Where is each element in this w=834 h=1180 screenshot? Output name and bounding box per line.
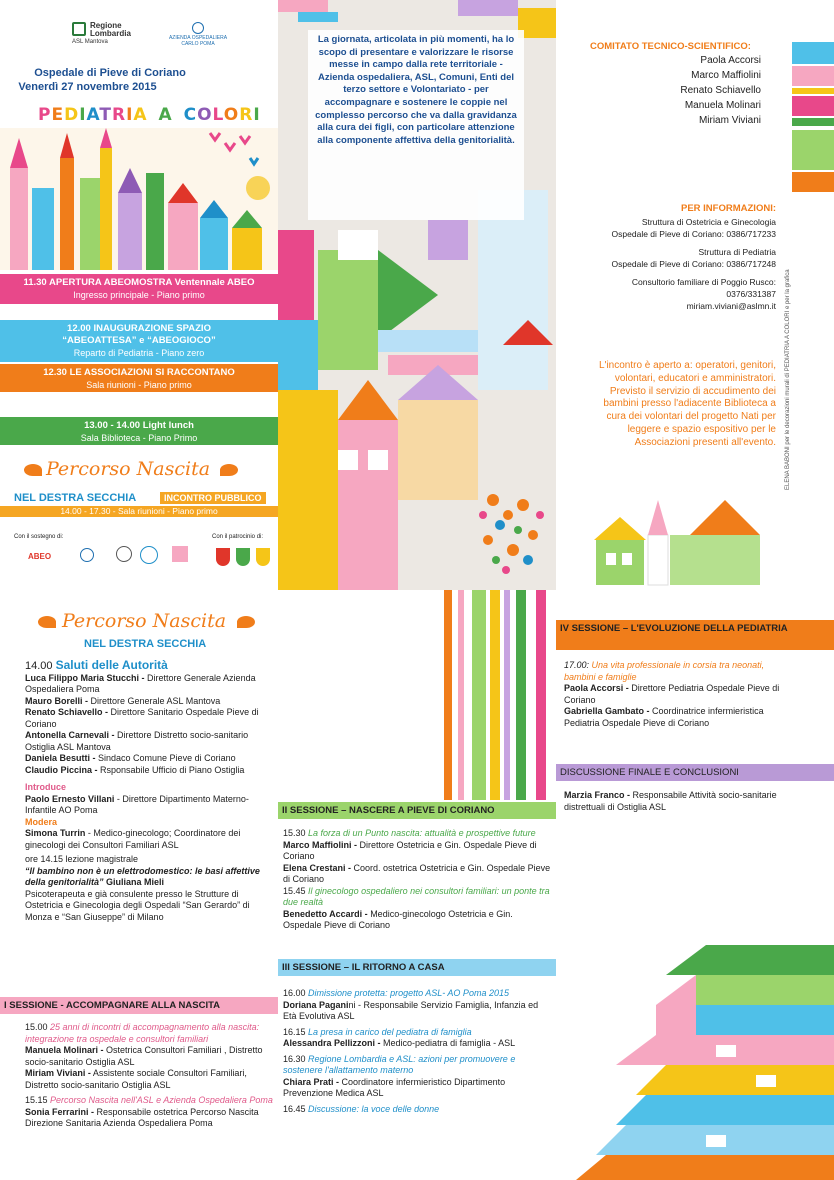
committee-heading: COMITATO TECNICO-SCIENTIFICO:	[590, 41, 751, 52]
stripe	[792, 172, 834, 192]
event-date: Venerdì 27 novembre 2015	[18, 81, 157, 93]
azienda-ospedaliera-logo	[162, 22, 242, 48]
title-letter: A	[86, 105, 100, 125]
stripe	[536, 590, 546, 800]
speaker: Gabriella Gambato - Coordinatrice infermieristica Pediatria Ospedale Pieve di Coriano	[564, 706, 764, 728]
info-line: Consultorio familiare di Poggio Rusco:	[631, 277, 776, 287]
program-sub: NEL DESTRA SECCHIA	[84, 638, 207, 650]
title-letter: P	[38, 105, 52, 125]
talk-title: 17.00: Una vita professionale in corsia tra neonati, bambini e famiglie	[564, 660, 765, 682]
schedule-2-sub: Reparto di Pediatria - Piano zero	[73, 348, 205, 358]
schedule-4-title: 13.00 - 14.00 Light lunch	[84, 420, 194, 431]
logo1-line2: Lombardia	[90, 29, 131, 38]
sponsor-logo-4	[140, 546, 158, 564]
info-line: 0376/331387	[726, 289, 776, 299]
houses-illustration	[590, 495, 770, 590]
title-letter: A	[133, 105, 148, 125]
sponsor-logo-3	[116, 546, 132, 562]
comune-crest-2-icon	[236, 548, 250, 566]
stripe	[792, 66, 834, 86]
percorso-block	[0, 456, 278, 518]
comune-crest-1-icon	[216, 548, 230, 566]
schedule-3-sub: Sala riunioni - Piano primo	[86, 380, 192, 390]
schedule-2-title: 12.00 INAUGURAZIONE SPAZIO “ABEOATTESA” e “ABEOGIOCO”	[62, 323, 216, 346]
intro-box: La giornata, articolata in più momenti, ha lo scopo di presentare e valorizzare le risorse messe in campo dalla rete territoriale - Azienda ospedaliera, ASL, Comuni, Enti del terzo settore e Volontariato - per accompagnare e sostenere le coppie nel complesso percorso che va dalla gravidanza alla cura dei figli, con particolare attenzione alla componente affettiva della genitorialità.	[308, 30, 524, 220]
saluti-item: Mauro Borelli - Direttore Generale ASL Mantova	[25, 695, 221, 706]
talk-title: 16.30 Regione Lombardia e ASL: azioni per promuovere e sostenere l'allattamento materno	[283, 1053, 516, 1075]
session-4-header: IV SESSIONE – L'EVOLUZIONE DELLA PEDIATRIA	[556, 620, 834, 650]
committee-member: Renato Schiavello	[680, 85, 761, 96]
program-left	[0, 590, 278, 1180]
logo2-line1: AZIENDA OSPEDALIERA	[168, 35, 228, 41]
main-title	[38, 105, 268, 125]
title-letter: R	[112, 105, 127, 125]
introduce-item: Paolo Ernesto Villani - Direttore Dipartimento Materno-Infantile AO Poma	[25, 793, 249, 815]
stripe	[490, 590, 500, 800]
sponsor-logo-5	[172, 546, 188, 562]
regione-lombardia-logo	[72, 22, 152, 46]
event-place: Ospedale di Pieve di Coriano	[34, 67, 186, 79]
saluti-title: Saluti delle Autorità	[55, 658, 168, 672]
committee-member: Miriam Viviani	[698, 115, 761, 126]
schedule-band-3	[0, 364, 278, 392]
session-3-block	[283, 988, 551, 1115]
info-line: Ospedale di Pieve di Coriano: 0386/717248	[611, 259, 776, 269]
title-letter: L	[212, 105, 224, 125]
talk-title: 15.45 Il ginecologo ospedaliero nei consultori familiari: un ponte tra due realtà	[283, 885, 550, 907]
session-4-block	[564, 660, 786, 729]
schedule-band-2	[0, 320, 278, 362]
lectio-role: Psicoterapeuta e già consulente presso le Strutture di Ostetricia e Ginecologia degli Ospedali “San Gerardo” di Monza e “San Giuseppe” di Milano	[25, 888, 250, 922]
stripe	[792, 96, 834, 116]
stripe	[444, 590, 452, 800]
info-line: Struttura di Ostetricia e Ginecologia	[641, 217, 776, 227]
session-2-header: II SESSIONE – NASCERE A PIEVE DI CORIANO	[278, 802, 556, 819]
program-script-title: Percorso Nascita	[62, 610, 227, 632]
castle-illustration	[0, 128, 278, 270]
speaker: Elena Crestani - Coord. ostetrica Ostetricia e Gin. Ospedale Pieve di Coriano	[283, 862, 551, 884]
saluti-item: Daniela Besutti - Sindaco Comune Pieve di Coriano	[25, 753, 236, 763]
sponsors-right-label: Con il patrocinio di:	[212, 534, 264, 540]
speaker: Doriana Paganini - Responsabile Servizio Famiglia, Infanzia ed Età Evolutiva ASL	[283, 999, 539, 1021]
session-2-block	[283, 828, 551, 932]
stripe	[556, 590, 834, 620]
sponsor-logo-2	[80, 548, 94, 562]
title-letter: I	[253, 105, 261, 125]
speaker: Alessandra Pellizzoni - Medico-pediatra di famiglia - ASL	[283, 1038, 516, 1048]
committee-member: Manuela Molinari	[684, 100, 761, 111]
pencils-illustration	[556, 935, 834, 1180]
title-letter: T	[99, 105, 112, 125]
title-letter: C	[183, 105, 198, 125]
schedule-3-title: 12.30 LE ASSOCIAZIONI SI RACCONTANO	[43, 367, 235, 378]
speaker: Benedetto Accardi - Medico-ginecologo Ostetricia e Gin. Ospedale Pieve di Coriano	[283, 908, 513, 930]
title-letter	[148, 105, 155, 125]
schedule-1-title: 11.30 APERTURA ABEOMOSTRA Ventennale ABEO	[23, 277, 255, 288]
lectio-item: “Il bambino non è un elettrodomestico: le basi affettive della genitorialità” Giuliana Mieli	[25, 865, 260, 887]
stripe	[504, 590, 510, 800]
title-letter: I	[79, 105, 87, 125]
schedule-1-sub: Ingresso principale - Piano primo	[73, 290, 205, 300]
schedule-4-sub: Sala Biblioteca - Piano Primo	[80, 433, 198, 443]
saluti-item: Antonella Carnevali - Direttore Distretto socio-sanitario Ostiglia ASL Mantova	[25, 730, 249, 752]
title-letter: R	[239, 105, 254, 125]
info-line: Struttura di Pediatria	[698, 247, 776, 257]
committee-member: Marco Maffiolini	[691, 70, 761, 81]
saluti-item: Renato Schiavello - Direttore Sanitario Ospedale Pieve di Coriano	[25, 707, 259, 729]
logo2-line2: CARLO POMA	[181, 41, 215, 47]
committee-member: Paola Accorsi	[700, 55, 761, 66]
logo1-sub: ASL Mantova	[72, 39, 108, 45]
session-1-block	[25, 1022, 275, 1130]
committee-list	[556, 53, 761, 128]
program-mid	[278, 590, 556, 1180]
speaker: Miriam Viviani - Assistente sociale Consultori Familiari, Distretto socio-sanitario Ostiglia ASL	[25, 1068, 247, 1090]
percorso-badge: INCONTRO PUBBLICO	[160, 492, 266, 504]
sponsors-left-label: Con il sostegno di:	[14, 534, 64, 540]
stripe	[792, 42, 834, 64]
talk-title: 15.15 Percorso Nascita nell'ASL e Azienda Ospedaliera Poma	[25, 1095, 273, 1105]
saluti-item: Luca Filippo Maria Stucchi - Direttore Generale Azienda Ospedaliera Poma	[25, 672, 256, 694]
butterfly-left-icon-2	[38, 616, 56, 628]
open-text: L'incontro è aperto a: operatori, genitori, volontari, educatori e amministratori. Previsto il servizio di accudimento dei bambini presso l'adiacente Biblioteca a cura dei volontari del progetto Nati per leggere e spazio espositivo per le Associazioni presenti all'evento.	[598, 360, 776, 448]
speaker: Sonia Ferrarini - Responsabile ostetrica Percorso Nascita Direzione Sanitaria Azienda Ospedaliera Poma	[25, 1106, 259, 1128]
modera-label: Modera	[25, 816, 58, 827]
abeo-logo: ABEO	[28, 552, 52, 561]
stripe	[516, 590, 526, 800]
butterfly-right-icon	[220, 464, 238, 476]
stripe	[792, 88, 834, 94]
saluti-item: Claudio Piccina - Rsponsabile Ufficio di Piano Ostiglia	[25, 764, 245, 775]
schedule-band-1	[0, 274, 278, 304]
title-letter: O	[223, 105, 240, 125]
session-1-header: I SESSIONE - ACCOMPAGNARE ALLA NASCITA	[0, 997, 278, 1014]
modera-item: Simona Turrin - Medico-ginecologo; Coordinatore dei ginecologi dei Consultori Familiari ASL	[25, 828, 241, 850]
butterfly-right-icon-2	[237, 616, 255, 628]
info-line: Ospedale di Pieve di Coriano: 0386/717233	[611, 229, 776, 239]
info-block	[556, 216, 776, 312]
title-letter	[173, 105, 180, 125]
percorso-sub: NEL DESTRA SECCHIA	[14, 492, 137, 504]
info-heading: PER INFORMAZIONI:	[681, 203, 776, 214]
talk-title: 16.15 La presa in carico del pediatra di famiglia	[283, 1026, 472, 1037]
right-top-panel	[556, 0, 834, 590]
stripe	[792, 130, 834, 170]
poma-circle-icon	[192, 22, 204, 34]
program-right	[556, 590, 834, 1180]
talk-title: 15.30 La forza di un Punto nascita: attualità e prospettive future	[283, 828, 536, 838]
sponsors-row	[0, 530, 278, 585]
logo1-line1: Regione	[90, 21, 122, 30]
talk-title: 16.00 Dimissione protetta: progetto ASL- AO Poma 2015	[283, 988, 509, 998]
introduce-label: Introduce	[25, 782, 67, 792]
speaker: Marco Maffiolini - Direttore Ostetricia e Gin. Ospedale Pieve di Coriano	[283, 839, 537, 861]
talk-title: 15.00 25 anni di incontri di accompagnamento alla nascita: integrazione tra ospedale e consultori familiari	[25, 1022, 260, 1044]
credit-vertical: ELENA BABONI per le decorazioni murali di PEDIATRIA A COLORI e per la grafica	[785, 269, 791, 490]
schedule-band-4	[0, 417, 278, 445]
title-letter: A	[158, 105, 173, 125]
speaker: Paola Accorsi - Direttore Pediatria Ospedale Pieve di Coriano	[564, 683, 780, 705]
left-top-panel	[0, 0, 278, 590]
speaker: Manuela Molinari - Ostetrica Consultori Familiari , Distretto socio-sanitario Ostiglia ASL	[25, 1045, 263, 1067]
lectio-time: ore 14.15 lezione magistrale	[25, 854, 139, 864]
session-3-header: III SESSIONE – IL RITORNO A CASA	[278, 959, 556, 976]
session-5-block	[564, 790, 786, 813]
info-email: miriam.viviani@aslmn.it	[686, 301, 776, 311]
saluti-block	[25, 660, 270, 923]
stripe	[458, 590, 464, 800]
title-letter: I	[126, 105, 134, 125]
title-letter: E	[51, 105, 65, 125]
title-letter: O	[197, 105, 213, 125]
title-letter: D	[64, 105, 80, 125]
lombardia-rose-icon	[72, 22, 86, 36]
talk-title: 16.45 Discussione: la voce delle donne	[283, 1103, 440, 1114]
session-5-header: DISCUSSIONE FINALE E CONCLUSIONI	[556, 764, 834, 781]
butterfly-left-icon	[24, 464, 42, 476]
speaker: Chiara Prati - Coordinatore infermieristico Dipartimento Prevenzione Medica ASL	[283, 1076, 506, 1098]
stripe	[472, 590, 486, 800]
saluti-time: 14.00	[25, 660, 53, 672]
comune-crest-3-icon	[256, 548, 270, 566]
stripe	[792, 118, 834, 126]
speaker: Marzia Franco - Responsabile Attività socio-sanitarie distrettuali di Ostiglia ASL	[564, 790, 777, 812]
percorso-time: 14.00 - 17.30 - Sala riunioni - Piano primo	[0, 506, 278, 517]
percorso-script-title: Percorso Nascita	[46, 458, 211, 480]
